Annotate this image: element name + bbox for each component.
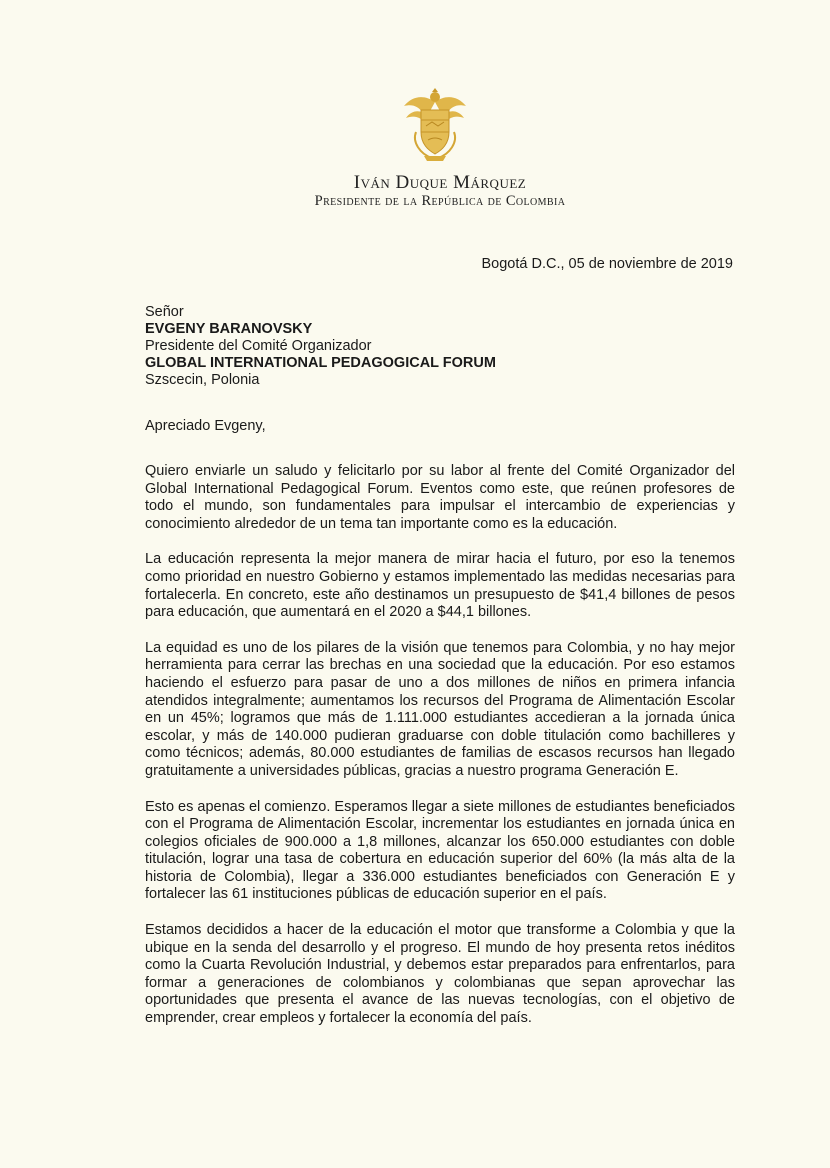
- recipient-position: Presidente del Comité Organizador: [145, 338, 372, 354]
- recipient-block: [145, 304, 496, 389]
- body-paragraph: Quiero enviarle un saludo y felicitarlo por su labor al frente del Comité Organizador del Global International Pedagogical Forum. Eventos como este, que reúnen profesores de todo el mundo, son fundamentales para impulsar el intercambio de experiencias y conocimiento alrededor de un tema tan importante como es la educación.: [145, 463, 735, 532]
- body-paragraph: La educación representa la mejor manera de mirar hacia el futuro, por eso la tenemos como prioridad en nuestro Gobierno y estamos implementado las medidas necesarias para fortalecerla. En concreto, este año destinamos un presupuesto de $41,4 billones de pesos para educación, que aumentará en el 2020 a $44,1 billones.: [145, 551, 735, 621]
- body-paragraph: Estamos decididos a hacer de la educación el motor que transforme a Colombia y que la ubique en la senda del desarrollo y el progreso. El mundo de hoy presenta retos inéditos como la Cuarta Revolución Industrial, y debemos estar preparados para enfrentarlos, para formar a generaciones de colombianos y colombianas que sepan aprovechar las oportunidades que presenta el avance de las nuevas tecnologías, con el objetivo de emprender, crear empleos y fortalecer la economía del país.: [145, 922, 735, 1027]
- recipient-honorific: Señor: [145, 304, 184, 320]
- recipient-name: EVGENY BARANOVSKY: [145, 321, 313, 337]
- salutation: Apreciado Evgeny,: [145, 418, 266, 434]
- recipient-location: Szscecin, Polonia: [145, 372, 260, 388]
- body-paragraph: Esto es apenas el comienzo. Esperamos llegar a siete millones de estudiantes beneficiados con el Programa de Alimentación Escolar, incrementar los estudiantes en jornada única en colegios oficiales de 900.000 a 1,8 millones, alcanzar los 650.000 estudiantes con doble titulación, lograr una tasa de cobertura en educación superior del 60% (la más alta de la historia de Colombia), llegar a 336.000 estudiantes beneficiados con Generación E y fortalecer las 61 instituciones públicas de educación superior en el país.: [145, 798, 736, 903]
- letter-body: [145, 463, 735, 1046]
- coat-of-arms-seal-icon: [402, 88, 468, 162]
- letterhead-name: Iván Duque Márquez: [353, 172, 527, 193]
- letter-date: Bogotá D.C., 05 de noviembre de 2019: [481, 256, 733, 272]
- body-paragraph: La equidad es uno de los pilares de la visión que tenemos para Colombia, y no hay mejor herramienta para cerrar las brechas en una sociedad que la educación. Por eso estamos haciendo el esfuerzo para pasar de uno a dos millones de niños en primera infancia atendidos integralmente; aumentamos los recursos del Programa de Alimentación Escolar en un 45%; logramos que más de 1.111.000 estudiantes accedieran a la jornada única escolar, y más de 140.000 pudieran graduarse con doble titulación como bachilleres y como técnicos; además, 80.000 estudiantes de familias de escasos recursos han llegado gratuitamente a universidades públicas, gracias a nuestro programa Generación E.: [145, 639, 735, 779]
- letterhead-title: Presidente de la República de Colombia: [314, 193, 566, 209]
- recipient-organization: GLOBAL INTERNATIONAL PEDAGOGICAL FORUM: [145, 355, 496, 371]
